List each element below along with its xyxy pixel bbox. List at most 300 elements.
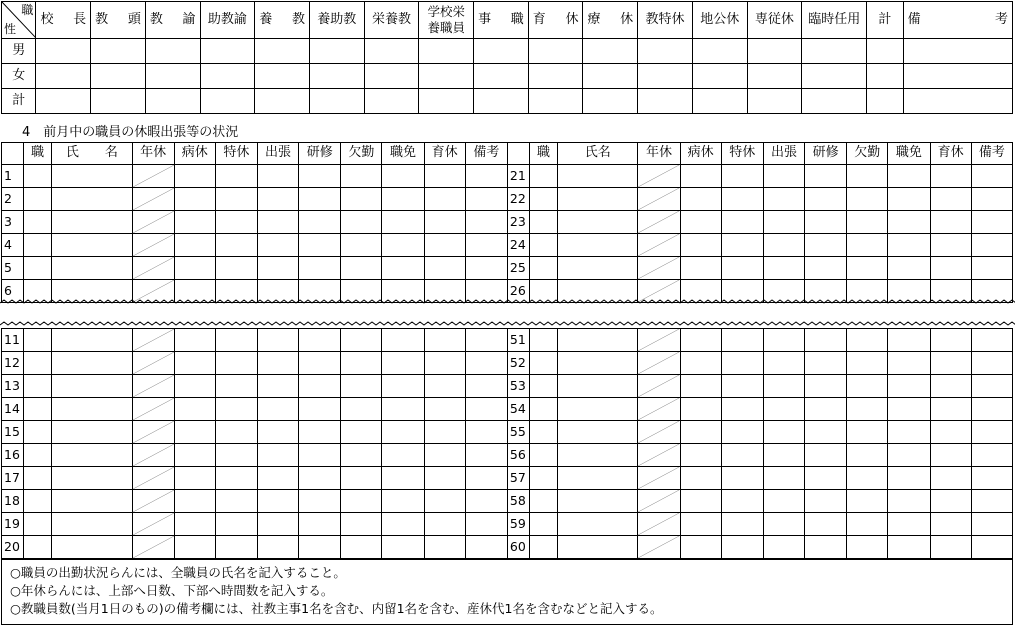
input-cell[interactable]	[145, 39, 200, 64]
input-cell[interactable]	[680, 329, 721, 352]
input-cell[interactable]	[215, 467, 257, 490]
input-cell[interactable]	[299, 421, 341, 444]
input-cell[interactable]	[903, 64, 1012, 89]
input-cell[interactable]	[24, 329, 52, 352]
input-cell[interactable]	[888, 536, 930, 559]
input-cell[interactable]	[382, 536, 424, 559]
input-cell[interactable]	[465, 421, 507, 444]
input-cell[interactable]	[888, 211, 930, 234]
input-cell[interactable]	[341, 536, 382, 559]
input-cell[interactable]	[692, 39, 747, 64]
input-cell[interactable]	[174, 421, 215, 444]
input-cell[interactable]	[763, 329, 804, 352]
input-cell[interactable]	[382, 165, 424, 188]
input-cell[interactable]	[528, 89, 583, 114]
annual-leave-cell[interactable]	[638, 257, 680, 280]
annual-leave-cell[interactable]	[638, 398, 680, 421]
input-cell[interactable]	[174, 329, 215, 352]
input-cell[interactable]	[888, 352, 930, 375]
input-cell[interactable]	[474, 64, 529, 89]
input-cell[interactable]	[52, 444, 132, 467]
input-cell[interactable]	[847, 398, 888, 421]
input-cell[interactable]	[215, 536, 257, 559]
annual-leave-cell[interactable]	[638, 444, 680, 467]
annual-leave-cell[interactable]	[132, 234, 174, 257]
input-cell[interactable]	[747, 89, 802, 114]
input-cell[interactable]	[558, 375, 638, 398]
input-cell[interactable]	[174, 165, 215, 188]
input-cell[interactable]	[888, 398, 930, 421]
input-cell[interactable]	[638, 89, 693, 114]
input-cell[interactable]	[215, 352, 257, 375]
input-cell[interactable]	[692, 64, 747, 89]
input-cell[interactable]	[52, 188, 132, 211]
input-cell[interactable]	[91, 39, 146, 64]
input-cell[interactable]	[971, 398, 1012, 421]
input-cell[interactable]	[680, 421, 721, 444]
input-cell[interactable]	[558, 352, 638, 375]
input-cell[interactable]	[382, 398, 424, 421]
input-cell[interactable]	[299, 398, 341, 421]
input-cell[interactable]	[930, 536, 971, 559]
input-cell[interactable]	[465, 467, 507, 490]
input-cell[interactable]	[888, 165, 930, 188]
input-cell[interactable]	[382, 211, 424, 234]
input-cell[interactable]	[805, 421, 847, 444]
input-cell[interactable]	[558, 398, 638, 421]
input-cell[interactable]	[763, 211, 804, 234]
input-cell[interactable]	[174, 398, 215, 421]
input-cell[interactable]	[529, 513, 557, 536]
input-cell[interactable]	[721, 513, 763, 536]
input-cell[interactable]	[145, 89, 200, 114]
input-cell[interactable]	[680, 165, 721, 188]
input-cell[interactable]	[382, 257, 424, 280]
input-cell[interactable]	[721, 211, 763, 234]
input-cell[interactable]	[257, 165, 298, 188]
annual-leave-cell[interactable]	[638, 188, 680, 211]
input-cell[interactable]	[930, 513, 971, 536]
annual-leave-cell[interactable]	[638, 352, 680, 375]
input-cell[interactable]	[424, 490, 465, 513]
annual-leave-cell[interactable]	[638, 536, 680, 559]
input-cell[interactable]	[24, 165, 52, 188]
input-cell[interactable]	[721, 165, 763, 188]
input-cell[interactable]	[200, 89, 255, 114]
input-cell[interactable]	[309, 89, 364, 114]
input-cell[interactable]	[638, 39, 693, 64]
input-cell[interactable]	[52, 375, 132, 398]
input-cell[interactable]	[721, 234, 763, 257]
input-cell[interactable]	[341, 421, 382, 444]
input-cell[interactable]	[474, 39, 529, 64]
input-cell[interactable]	[299, 467, 341, 490]
input-cell[interactable]	[364, 39, 419, 64]
input-cell[interactable]	[680, 188, 721, 211]
annual-leave-cell[interactable]	[132, 375, 174, 398]
input-cell[interactable]	[763, 513, 804, 536]
input-cell[interactable]	[529, 490, 557, 513]
input-cell[interactable]	[805, 234, 847, 257]
input-cell[interactable]	[341, 329, 382, 352]
input-cell[interactable]	[847, 375, 888, 398]
input-cell[interactable]	[465, 398, 507, 421]
input-cell[interactable]	[805, 329, 847, 352]
input-cell[interactable]	[680, 490, 721, 513]
input-cell[interactable]	[52, 398, 132, 421]
input-cell[interactable]	[52, 536, 132, 559]
input-cell[interactable]	[255, 64, 310, 89]
annual-leave-cell[interactable]	[638, 234, 680, 257]
input-cell[interactable]	[341, 490, 382, 513]
input-cell[interactable]	[867, 64, 903, 89]
input-cell[interactable]	[805, 513, 847, 536]
input-cell[interactable]	[24, 257, 52, 280]
input-cell[interactable]	[24, 467, 52, 490]
input-cell[interactable]	[36, 64, 91, 89]
input-cell[interactable]	[382, 375, 424, 398]
input-cell[interactable]	[529, 398, 557, 421]
input-cell[interactable]	[529, 467, 557, 490]
input-cell[interactable]	[424, 513, 465, 536]
annual-leave-cell[interactable]	[132, 444, 174, 467]
input-cell[interactable]	[930, 398, 971, 421]
input-cell[interactable]	[721, 398, 763, 421]
input-cell[interactable]	[971, 257, 1012, 280]
input-cell[interactable]	[529, 234, 557, 257]
input-cell[interactable]	[257, 536, 298, 559]
input-cell[interactable]	[529, 211, 557, 234]
input-cell[interactable]	[903, 39, 1012, 64]
input-cell[interactable]	[215, 375, 257, 398]
input-cell[interactable]	[847, 329, 888, 352]
input-cell[interactable]	[424, 188, 465, 211]
input-cell[interactable]	[847, 234, 888, 257]
input-cell[interactable]	[971, 513, 1012, 536]
input-cell[interactable]	[529, 444, 557, 467]
input-cell[interactable]	[888, 467, 930, 490]
input-cell[interactable]	[24, 398, 52, 421]
input-cell[interactable]	[558, 490, 638, 513]
input-cell[interactable]	[200, 39, 255, 64]
annual-leave-cell[interactable]	[132, 398, 174, 421]
input-cell[interactable]	[680, 257, 721, 280]
input-cell[interactable]	[805, 257, 847, 280]
input-cell[interactable]	[930, 444, 971, 467]
input-cell[interactable]	[299, 165, 341, 188]
input-cell[interactable]	[309, 64, 364, 89]
input-cell[interactable]	[424, 467, 465, 490]
input-cell[interactable]	[257, 234, 298, 257]
input-cell[interactable]	[174, 467, 215, 490]
input-cell[interactable]	[341, 165, 382, 188]
input-cell[interactable]	[529, 188, 557, 211]
input-cell[interactable]	[424, 329, 465, 352]
input-cell[interactable]	[529, 536, 557, 559]
input-cell[interactable]	[888, 234, 930, 257]
input-cell[interactable]	[971, 444, 1012, 467]
input-cell[interactable]	[215, 188, 257, 211]
input-cell[interactable]	[465, 234, 507, 257]
input-cell[interactable]	[558, 234, 638, 257]
input-cell[interactable]	[299, 257, 341, 280]
input-cell[interactable]	[558, 513, 638, 536]
input-cell[interactable]	[903, 89, 1012, 114]
input-cell[interactable]	[888, 257, 930, 280]
input-cell[interactable]	[805, 467, 847, 490]
input-cell[interactable]	[215, 444, 257, 467]
input-cell[interactable]	[91, 64, 146, 89]
annual-leave-cell[interactable]	[638, 329, 680, 352]
input-cell[interactable]	[309, 39, 364, 64]
input-cell[interactable]	[529, 352, 557, 375]
input-cell[interactable]	[528, 64, 583, 89]
input-cell[interactable]	[382, 329, 424, 352]
input-cell[interactable]	[558, 257, 638, 280]
input-cell[interactable]	[930, 490, 971, 513]
input-cell[interactable]	[763, 467, 804, 490]
input-cell[interactable]	[382, 234, 424, 257]
input-cell[interactable]	[299, 375, 341, 398]
input-cell[interactable]	[805, 398, 847, 421]
input-cell[interactable]	[930, 375, 971, 398]
input-cell[interactable]	[382, 490, 424, 513]
input-cell[interactable]	[763, 257, 804, 280]
input-cell[interactable]	[888, 188, 930, 211]
input-cell[interactable]	[174, 352, 215, 375]
input-cell[interactable]	[583, 64, 638, 89]
input-cell[interactable]	[763, 352, 804, 375]
annual-leave-cell[interactable]	[638, 467, 680, 490]
input-cell[interactable]	[299, 513, 341, 536]
input-cell[interactable]	[805, 352, 847, 375]
annual-leave-cell[interactable]	[132, 329, 174, 352]
input-cell[interactable]	[888, 375, 930, 398]
input-cell[interactable]	[215, 421, 257, 444]
input-cell[interactable]	[930, 329, 971, 352]
input-cell[interactable]	[52, 165, 132, 188]
input-cell[interactable]	[465, 490, 507, 513]
annual-leave-cell[interactable]	[638, 375, 680, 398]
input-cell[interactable]	[529, 165, 557, 188]
input-cell[interactable]	[930, 165, 971, 188]
input-cell[interactable]	[930, 234, 971, 257]
input-cell[interactable]	[424, 375, 465, 398]
input-cell[interactable]	[680, 444, 721, 467]
annual-leave-cell[interactable]	[132, 513, 174, 536]
input-cell[interactable]	[529, 329, 557, 352]
input-cell[interactable]	[24, 188, 52, 211]
input-cell[interactable]	[763, 234, 804, 257]
input-cell[interactable]	[174, 536, 215, 559]
input-cell[interactable]	[867, 39, 903, 64]
input-cell[interactable]	[465, 211, 507, 234]
input-cell[interactable]	[255, 89, 310, 114]
input-cell[interactable]	[52, 211, 132, 234]
input-cell[interactable]	[341, 234, 382, 257]
input-cell[interactable]	[341, 188, 382, 211]
input-cell[interactable]	[721, 421, 763, 444]
input-cell[interactable]	[341, 513, 382, 536]
input-cell[interactable]	[971, 165, 1012, 188]
input-cell[interactable]	[299, 490, 341, 513]
input-cell[interactable]	[802, 89, 867, 114]
input-cell[interactable]	[200, 64, 255, 89]
input-cell[interactable]	[583, 89, 638, 114]
input-cell[interactable]	[971, 352, 1012, 375]
input-cell[interactable]	[971, 490, 1012, 513]
input-cell[interactable]	[847, 188, 888, 211]
annual-leave-cell[interactable]	[132, 352, 174, 375]
input-cell[interactable]	[805, 188, 847, 211]
input-cell[interactable]	[341, 398, 382, 421]
input-cell[interactable]	[888, 490, 930, 513]
annual-leave-cell[interactable]	[638, 211, 680, 234]
input-cell[interactable]	[24, 234, 52, 257]
input-cell[interactable]	[529, 375, 557, 398]
annual-leave-cell[interactable]	[132, 211, 174, 234]
input-cell[interactable]	[52, 329, 132, 352]
input-cell[interactable]	[52, 513, 132, 536]
input-cell[interactable]	[802, 39, 867, 64]
input-cell[interactable]	[558, 467, 638, 490]
input-cell[interactable]	[215, 490, 257, 513]
input-cell[interactable]	[382, 421, 424, 444]
input-cell[interactable]	[763, 490, 804, 513]
input-cell[interactable]	[52, 467, 132, 490]
input-cell[interactable]	[930, 421, 971, 444]
annual-leave-cell[interactable]	[132, 467, 174, 490]
annual-leave-cell[interactable]	[132, 165, 174, 188]
input-cell[interactable]	[174, 211, 215, 234]
input-cell[interactable]	[341, 444, 382, 467]
input-cell[interactable]	[638, 64, 693, 89]
input-cell[interactable]	[52, 257, 132, 280]
input-cell[interactable]	[257, 352, 298, 375]
input-cell[interactable]	[52, 421, 132, 444]
input-cell[interactable]	[299, 188, 341, 211]
annual-leave-cell[interactable]	[132, 536, 174, 559]
input-cell[interactable]	[257, 421, 298, 444]
input-cell[interactable]	[971, 234, 1012, 257]
input-cell[interactable]	[215, 398, 257, 421]
input-cell[interactable]	[721, 536, 763, 559]
input-cell[interactable]	[174, 444, 215, 467]
input-cell[interactable]	[888, 421, 930, 444]
input-cell[interactable]	[680, 234, 721, 257]
input-cell[interactable]	[971, 329, 1012, 352]
input-cell[interactable]	[721, 444, 763, 467]
input-cell[interactable]	[867, 89, 903, 114]
input-cell[interactable]	[847, 513, 888, 536]
input-cell[interactable]	[465, 536, 507, 559]
input-cell[interactable]	[419, 39, 474, 64]
input-cell[interactable]	[528, 39, 583, 64]
input-cell[interactable]	[721, 257, 763, 280]
input-cell[interactable]	[763, 165, 804, 188]
input-cell[interactable]	[465, 375, 507, 398]
input-cell[interactable]	[558, 329, 638, 352]
annual-leave-cell[interactable]	[638, 490, 680, 513]
input-cell[interactable]	[805, 490, 847, 513]
input-cell[interactable]	[341, 375, 382, 398]
input-cell[interactable]	[257, 257, 298, 280]
input-cell[interactable]	[465, 165, 507, 188]
input-cell[interactable]	[299, 211, 341, 234]
input-cell[interactable]	[805, 536, 847, 559]
input-cell[interactable]	[763, 421, 804, 444]
input-cell[interactable]	[215, 211, 257, 234]
input-cell[interactable]	[680, 211, 721, 234]
input-cell[interactable]	[847, 257, 888, 280]
input-cell[interactable]	[930, 467, 971, 490]
input-cell[interactable]	[299, 536, 341, 559]
input-cell[interactable]	[805, 375, 847, 398]
input-cell[interactable]	[257, 513, 298, 536]
annual-leave-cell[interactable]	[638, 513, 680, 536]
input-cell[interactable]	[424, 444, 465, 467]
input-cell[interactable]	[257, 329, 298, 352]
input-cell[interactable]	[24, 421, 52, 444]
input-cell[interactable]	[802, 64, 867, 89]
input-cell[interactable]	[680, 536, 721, 559]
input-cell[interactable]	[847, 490, 888, 513]
input-cell[interactable]	[341, 211, 382, 234]
input-cell[interactable]	[971, 188, 1012, 211]
input-cell[interactable]	[465, 444, 507, 467]
input-cell[interactable]	[888, 513, 930, 536]
input-cell[interactable]	[174, 513, 215, 536]
input-cell[interactable]	[465, 329, 507, 352]
input-cell[interactable]	[465, 352, 507, 375]
input-cell[interactable]	[52, 352, 132, 375]
input-cell[interactable]	[721, 188, 763, 211]
input-cell[interactable]	[888, 444, 930, 467]
input-cell[interactable]	[529, 421, 557, 444]
input-cell[interactable]	[215, 165, 257, 188]
annual-leave-cell[interactable]	[132, 421, 174, 444]
input-cell[interactable]	[847, 352, 888, 375]
input-cell[interactable]	[174, 234, 215, 257]
input-cell[interactable]	[847, 165, 888, 188]
input-cell[interactable]	[721, 467, 763, 490]
input-cell[interactable]	[888, 329, 930, 352]
input-cell[interactable]	[215, 329, 257, 352]
input-cell[interactable]	[805, 444, 847, 467]
input-cell[interactable]	[465, 513, 507, 536]
input-cell[interactable]	[680, 467, 721, 490]
input-cell[interactable]	[257, 398, 298, 421]
input-cell[interactable]	[680, 375, 721, 398]
input-cell[interactable]	[424, 421, 465, 444]
input-cell[interactable]	[24, 375, 52, 398]
input-cell[interactable]	[299, 329, 341, 352]
input-cell[interactable]	[424, 536, 465, 559]
input-cell[interactable]	[424, 398, 465, 421]
input-cell[interactable]	[558, 444, 638, 467]
input-cell[interactable]	[680, 398, 721, 421]
input-cell[interactable]	[763, 188, 804, 211]
input-cell[interactable]	[558, 536, 638, 559]
input-cell[interactable]	[382, 444, 424, 467]
input-cell[interactable]	[145, 64, 200, 89]
input-cell[interactable]	[424, 165, 465, 188]
input-cell[interactable]	[747, 64, 802, 89]
input-cell[interactable]	[24, 536, 52, 559]
input-cell[interactable]	[24, 444, 52, 467]
input-cell[interactable]	[763, 375, 804, 398]
input-cell[interactable]	[341, 352, 382, 375]
